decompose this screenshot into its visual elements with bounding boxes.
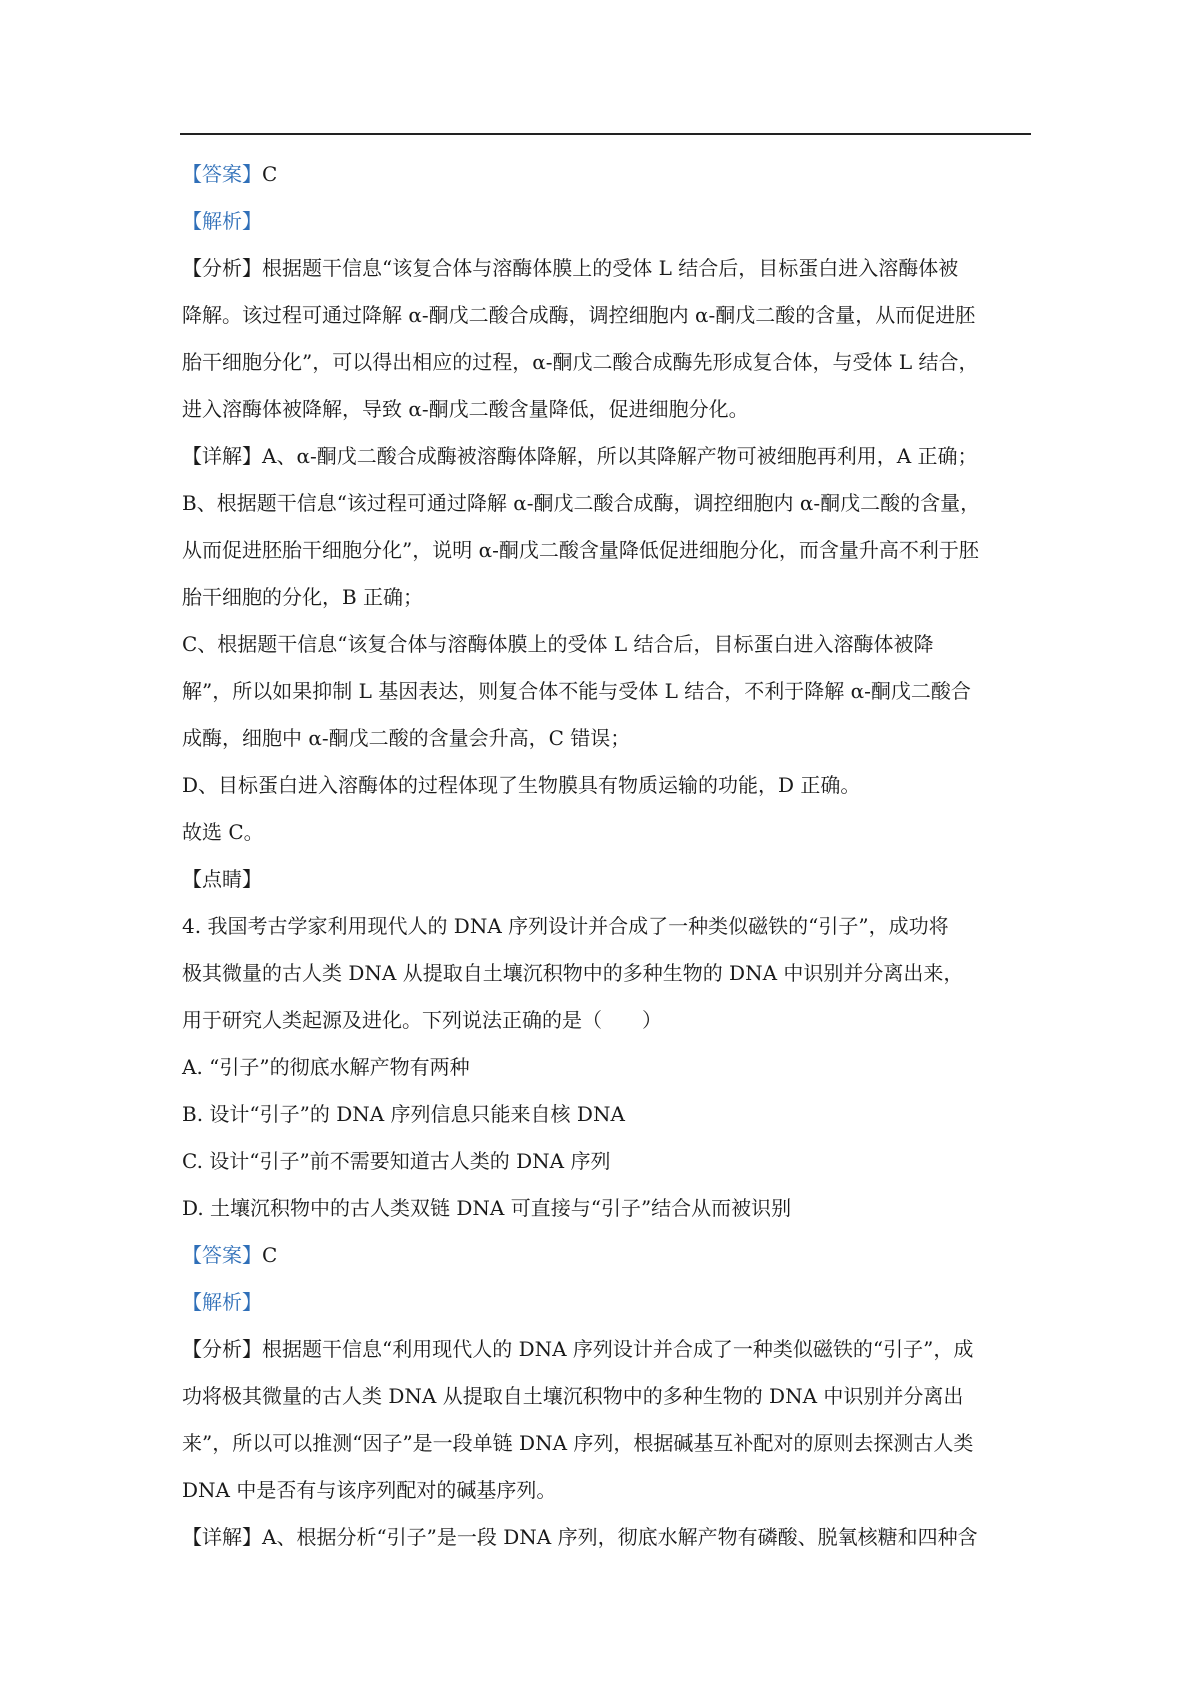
document-body (182, 151, 1032, 1561)
text-line (182, 1279, 1032, 1326)
text-line (182, 856, 1032, 903)
line-text: 从而促进胚胎干细胞分化”，说明 α-酮戊二酸含量降低促进细胞分化，而含量升高不利于胚 (182, 538, 979, 562)
line-text: D. 土壤沉积物中的古人类双链 DNA 可直接与“引子”结合从而被识别 (182, 1196, 792, 1220)
line-text: 用于研究人类起源及进化。下列说法正确的是（ ） (182, 1008, 662, 1032)
text-line (182, 151, 1032, 198)
text-line (182, 1138, 1032, 1185)
line-text: 【点睛】 (182, 867, 262, 891)
line-text: 胎干细胞的分化，B 正确； (182, 585, 424, 609)
line-text: 功将极其微量的古人类 DNA 从提取自土壤沉积物中的多种生物的 DNA 中识别并分离出 (182, 1384, 964, 1408)
line-text: 胎干细胞分化”，可以得出相应的过程，α-酮戊二酸合成酶先形成复合体，与受体 L 结合， (182, 350, 979, 374)
line-text: 【分析】根据题干信息“该复合体与溶酶体膜上的受体 L 结合后，目标蛋白进入溶酶体被 (182, 256, 959, 280)
line-text: C、根据题干信息“该复合体与溶酶体膜上的受体 L 结合后，目标蛋白进入溶酶体被降 (182, 632, 934, 656)
text-line (182, 1091, 1032, 1138)
text-line (182, 950, 1032, 997)
line-text: 【详解】A、α-酮戊二酸合成酶被溶酶体降解，所以其降解产物可被细胞再利用，A 正确； (182, 444, 978, 468)
text-line (182, 1373, 1032, 1420)
line-text: C (262, 1243, 278, 1267)
text-line (182, 1420, 1032, 1467)
line-text: B、根据题干信息“该过程可通过降解 α-酮戊二酸合成酶，调控细胞内 α-酮戊二酸的含量， (182, 491, 981, 515)
line-text: 解”，所以如果抑制 L 基因表达，则复合体不能与受体 L 结合，不利于降解 α-酮戊二酸合 (182, 679, 971, 703)
text-line (182, 574, 1032, 621)
line-text: 4. 我国考古学家利用现代人的 DNA 序列设计并合成了一种类似磁铁的“引子”，成功将 (182, 914, 949, 938)
text-line (182, 292, 1032, 339)
text-line (182, 386, 1032, 433)
text-line (182, 339, 1032, 386)
text-line (182, 997, 1032, 1044)
header-rule (180, 133, 1031, 135)
line-text: 来”，所以可以推测“因子”是一段单链 DNA 序列，根据碱基互补配对的原则去探测古人类 (182, 1431, 974, 1455)
text-line (182, 809, 1032, 856)
text-line (182, 527, 1032, 574)
section-tag: 【解析】 (182, 209, 262, 233)
line-text: 极其微量的古人类 DNA 从提取自土壤沉积物中的多种生物的 DNA 中识别并分离出来， (182, 961, 964, 985)
text-line (182, 1044, 1032, 1091)
line-text: A. “引子”的彻底水解产物有两种 (182, 1055, 470, 1079)
text-line (182, 762, 1032, 809)
line-text: B. 设计“引子”的 DNA 序列信息只能来自核 DNA (182, 1102, 625, 1126)
text-line (182, 480, 1032, 527)
text-line (182, 1514, 1032, 1561)
text-line (182, 245, 1032, 292)
line-text: 进入溶酶体被降解，导致 α-酮戊二酸含量降低，促进细胞分化。 (182, 397, 749, 421)
line-text: 故选 C。 (182, 820, 264, 844)
line-text: 降解。该过程可通过降解 α-酮戊二酸合成酶，调控细胞内 α-酮戊二酸的含量，从而促进胚 (182, 303, 976, 327)
line-text: 成酶，细胞中 α-酮戊二酸的含量会升高，C 错误； (182, 726, 631, 750)
text-line (182, 621, 1032, 668)
text-line (182, 1232, 1032, 1279)
line-text: 【分析】根据题干信息“利用现代人的 DNA 序列设计并合成了一种类似磁铁的“引子”，成 (182, 1337, 974, 1361)
text-line (182, 903, 1032, 950)
text-line (182, 1467, 1032, 1514)
line-text: 【详解】A、根据分析“引子”是一段 DNA 序列，彻底水解产物有磷酸、脱氧核糖和四种含 (182, 1525, 978, 1549)
section-tag: 【答案】 (182, 1243, 262, 1267)
text-line (182, 715, 1032, 762)
section-tag: 【解析】 (182, 1290, 262, 1314)
line-text: D、目标蛋白进入溶酶体的过程体现了生物膜具有物质运输的功能，D 正确。 (182, 773, 861, 797)
text-line (182, 198, 1032, 245)
line-text: DNA 中是否有与该序列配对的碱基序列。 (182, 1478, 557, 1502)
text-line (182, 668, 1032, 715)
text-line (182, 433, 1032, 480)
text-line (182, 1326, 1032, 1373)
text-line (182, 1185, 1032, 1232)
line-text: C. 设计“引子”前不需要知道古人类的 DNA 序列 (182, 1149, 611, 1173)
line-text: C (262, 162, 278, 186)
section-tag: 【答案】 (182, 162, 262, 186)
